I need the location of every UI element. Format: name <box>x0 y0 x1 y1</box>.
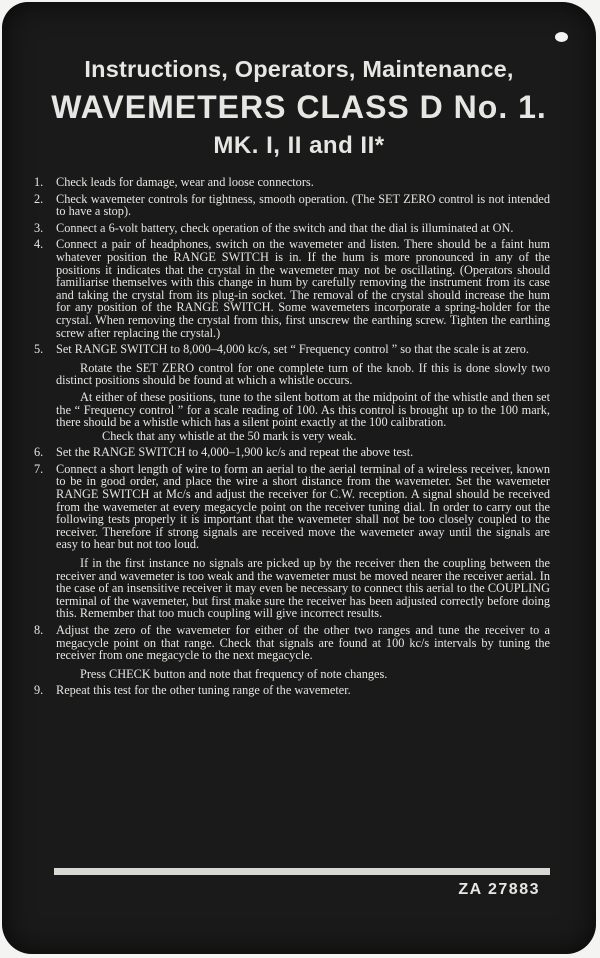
serial-number: ZA 27883 <box>458 881 540 898</box>
step-text: Set RANGE SWITCH to 8,000–4,000 kc/s, set “ Frequency control ” so that the scale is at zero. <box>56 342 529 357</box>
step-text: Connect a short length of wire to form an aerial to the aerial terminal of a wireless receiver, known to be in good order, and place the wire a short distance from the wavemeter. Set the wavemeter RANGE SWITCH at Mc/s and adjust the receiver for C.W. reception. A signal should be received from the wavemeter at every megacycle point on the receiver tuning dial. In order to carry out the following tests properly it is important that the wavemeter shall not be too closely coupled to the receiver. Therefore if strong signals are received move the wavemeter away until the signals are easy to hear but not too loud. <box>56 461 550 552</box>
step-text: Connect a pair of headphones, switch on the wavemeter and listen. There should be a faint hum whatever position the RANGE SWITCH is in. If the hum is more pronounced in any of the positions it indicates that the crystal in the wavemeter may not be oscillating. (Operators should familiarise themselves with this change in hum by carefully removing the instrument from its case and taking the crystal from its plug-in socket. The removal of the crystal should increase the hum for any position of the RANGE SWITCH. Some wavemeters incorporate a spring-holder for the crystal. When removing the crystal from this, first unscrew the earthing screw. Tighten the earthing screw after replacing the crystal.) <box>56 237 550 340</box>
step-7 <box>34 461 550 621</box>
title-line-2: WAVEMETERS CLASS D No. 1. <box>51 89 547 125</box>
step-number: 1. <box>34 175 44 189</box>
step-1 <box>34 175 550 189</box>
step-paragraph: If in the first instance no signals are picked up by the receiver then the coupling between the receiver and wavemeter is too weak and the wavemeter must be moved nearer the receiver aerial. In the case of an insensitive receiver it may even be necessary to connect this aerial to the COUPLING terminal of the wavemeter, but first make sure the receiver has been adjusted correctly before doing this. Remember that too much coupling will give incorrect results. <box>56 556 550 621</box>
step-9 <box>34 683 550 698</box>
step-text: Set the RANGE SWITCH to 4,000–1,900 kc/s and repeat the above test. <box>56 445 414 460</box>
step-number: 7. <box>34 461 44 476</box>
title-line-1: Instructions, Operators, Maintenance, <box>84 56 514 82</box>
step-paragraph: Rotate the SET ZERO control for one complete turn of the knob. If this is done slowly two distinct positions should be found at which a whistle occurs. <box>56 360 550 388</box>
instruction-list <box>34 175 550 701</box>
plate-header <box>2 56 596 160</box>
step-number: 3. <box>34 220 44 235</box>
step-text: Check wavemeter controls for tightness, smooth operation. (The SET ZERO control is not intended to have a stop). <box>56 191 550 219</box>
step-text: Connect a 6-volt battery, check operation of the switch and that the dial is illuminated at ON. <box>56 220 514 235</box>
step-3 <box>34 220 550 235</box>
title-line-3: MK. I, II and II* <box>213 132 385 159</box>
divider-bar <box>54 868 550 875</box>
step-2 <box>34 191 550 219</box>
instruction-plate <box>2 2 596 954</box>
step-text: Adjust the zero of the wavemeter for either of the other two ranges and tune the receiver to a megacycle point on that range. Check that signals are found at 100 kc/s intervals by tuning the receiver from one megacycle to the next megacycle. <box>56 623 550 663</box>
step-paragraph: Check that any whistle at the 50 mark is very weak. <box>102 428 357 443</box>
step-text: Check leads for damage, wear and loose connectors. <box>56 175 314 189</box>
step-number: 2. <box>34 191 44 206</box>
step-number: 6. <box>34 445 44 460</box>
step-5 <box>34 342 550 443</box>
step-6 <box>34 445 550 460</box>
step-paragraph: At either of these positions, tune to the silent bottom at the midpoint of the whistle and then set the “ Frequency control ” for a scale reading of 100. As this control is brought up to the 100 mark, there should be a whistle which has a silent point exactly at the 100 calibration. <box>56 389 550 430</box>
step-paragraph: Press CHECK button and note that frequency of note changes. <box>80 666 388 681</box>
step-4 <box>34 237 550 340</box>
step-number: 9. <box>34 683 44 698</box>
step-number: 4. <box>34 237 44 252</box>
step-number: 8. <box>34 623 44 637</box>
step-8 <box>34 623 550 681</box>
mounting-hole <box>555 32 568 42</box>
step-number: 5. <box>34 342 44 357</box>
step-text: Repeat this test for the other tuning range of the wavemeter. <box>56 683 351 698</box>
